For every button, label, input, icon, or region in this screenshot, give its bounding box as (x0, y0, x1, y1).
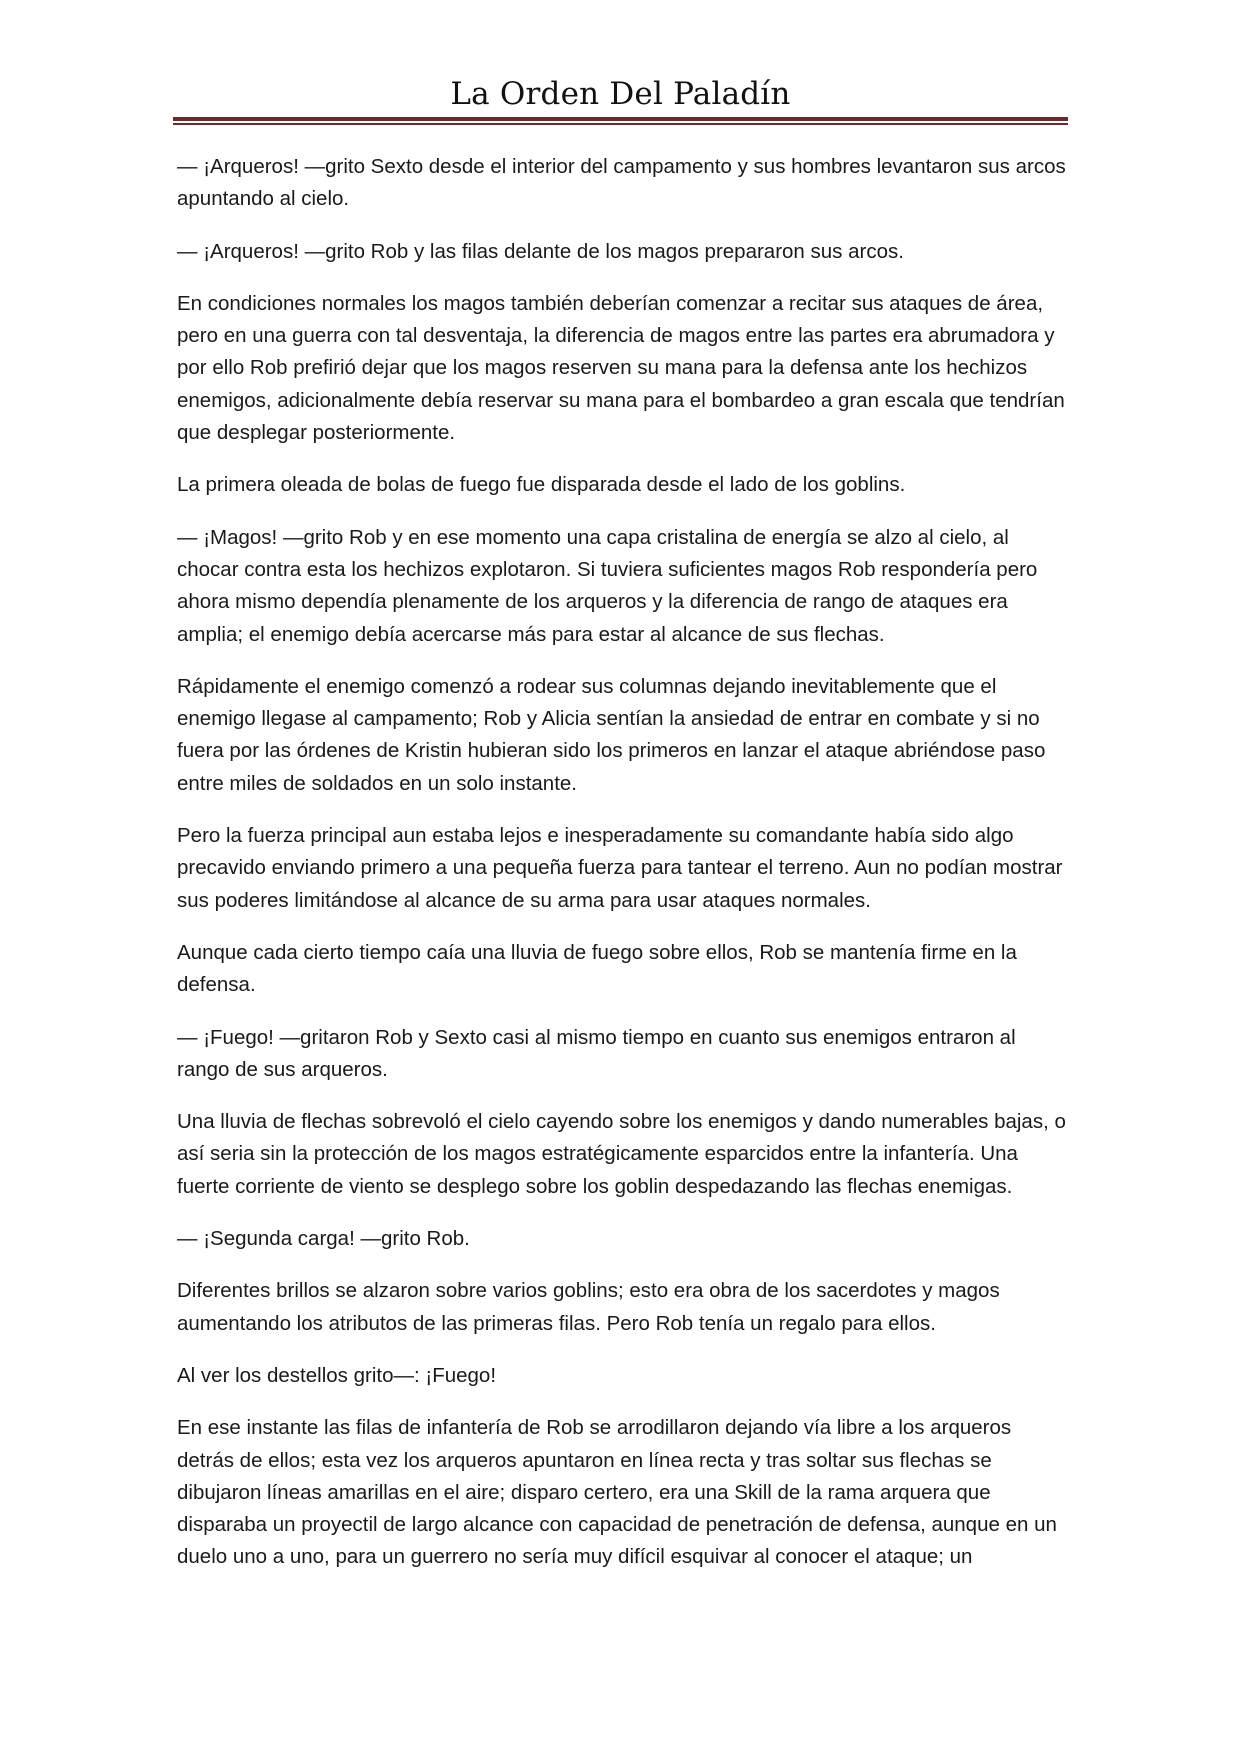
header-divider (173, 117, 1068, 126)
paragraph: Pero la fuerza principal aun estaba lejos e inesperadamente su comandante había sido algo precavido enviando primero a una pequeña fuerza para tantear el terreno. Aun no podían mostrar sus poderes limitándose al alcance de su arma para usar ataques normales. (177, 824, 1063, 912)
paragraph: En ese instante las filas de infantería de Rob se arrodillaron dejando vía libre a los arqueros detrás de ellos; esta vez los arqueros apuntaron en línea recta y tras soltar sus flechas se dibujaron líneas amarillas en el aire; disparo certero, era una Skill de la rama arquera que disparaba un proyectil de largo alcance con capacidad de penetración de defensa, aunque en un duelo uno a uno, para un guerrero no sería muy difícil esquivar al conocer el ataque; un (177, 1416, 1057, 1569)
paragraph: — ¡Segunda carga! —grito Rob. (177, 1227, 470, 1251)
paragraph: — ¡Magos! —grito Rob y en ese momento una capa cristalina de energía se alzo al cielo, al chocar contra esta los hechizos explotaron. Si tuviera suficientes magos Rob respondería pero ahora mismo dependía plenamente de los arqueros y la diferencia de rango de ataques era amplia; el enemigo debía acercarse más para estar al alcance de sus flechas. (177, 525, 1038, 646)
paragraph: Diferentes brillos se alzaron sobre varios goblins; esto era obra de los sacerdotes y magos aumentando los atributos de las primeras filas. Pero Rob tenía un regalo para ellos. (177, 1279, 1000, 1335)
body-text (177, 151, 1067, 1594)
paragraph: — ¡Arqueros! —grito Rob y las filas delante de los magos prepararon sus arcos. (177, 239, 904, 263)
paragraph: La primera oleada de bolas de fuego fue disparada desde el lado de los goblins. (177, 473, 906, 497)
header-divider-thick (173, 117, 1068, 121)
paragraph: Aunque cada cierto tiempo caía una lluvia de fuego sobre ellos, Rob se mantenía firme en la defensa. (177, 940, 1017, 997)
paragraph: — ¡Fuego! —gritaron Rob y Sexto casi al mismo tiempo en cuanto sus enemigos entraron al rango de sus arqueros. (177, 1025, 1016, 1081)
paragraph: Una lluvia de flechas sobrevoló el cielo cayendo sobre los enemigos y dando numerables bajas, o así seria sin la protección de los magos estratégicamente esparcidos entre la infantería. Una fuerte corriente de viento se desplego sobre los goblin despedazando las flechas enemigas. (177, 1110, 1066, 1198)
header-divider-thin (173, 123, 1068, 125)
paragraph: Rápidamente el enemigo comenzó a rodear sus columnas dejando inevitablemente que el enemigo llegase al campamento; Rob y Alicia sentían la ansiedad de entrar en combate y si no fuera por las órdenes de Kristin hubieran sido los primeros en lanzar el ataque abriéndose paso entre miles de soldados en un solo instante. (177, 674, 1046, 795)
paragraph: Al ver los destellos grito—: ¡Fuego! (177, 1363, 497, 1387)
page-header (173, 70, 1068, 118)
paragraph: — ¡Arqueros! —grito Sexto desde el interior del campamento y sus hombres levantaron sus arcos apuntando al cielo. (177, 155, 1066, 211)
page-title: La Orden Del Paladín (450, 76, 791, 112)
paragraph: En condiciones normales los magos también deberían comenzar a recitar sus ataques de área, pero en una guerra con tal desventaja, la diferencia de magos entre las partes era abrumadora y por ello Rob prefirió dejar que los magos reserven su mana para la defensa ante los hechizos enemigos, adicionalmente debía reservar su mana para el bombardeo a gran escala que tendrían que desplegar posteriormente. (177, 291, 1065, 445)
